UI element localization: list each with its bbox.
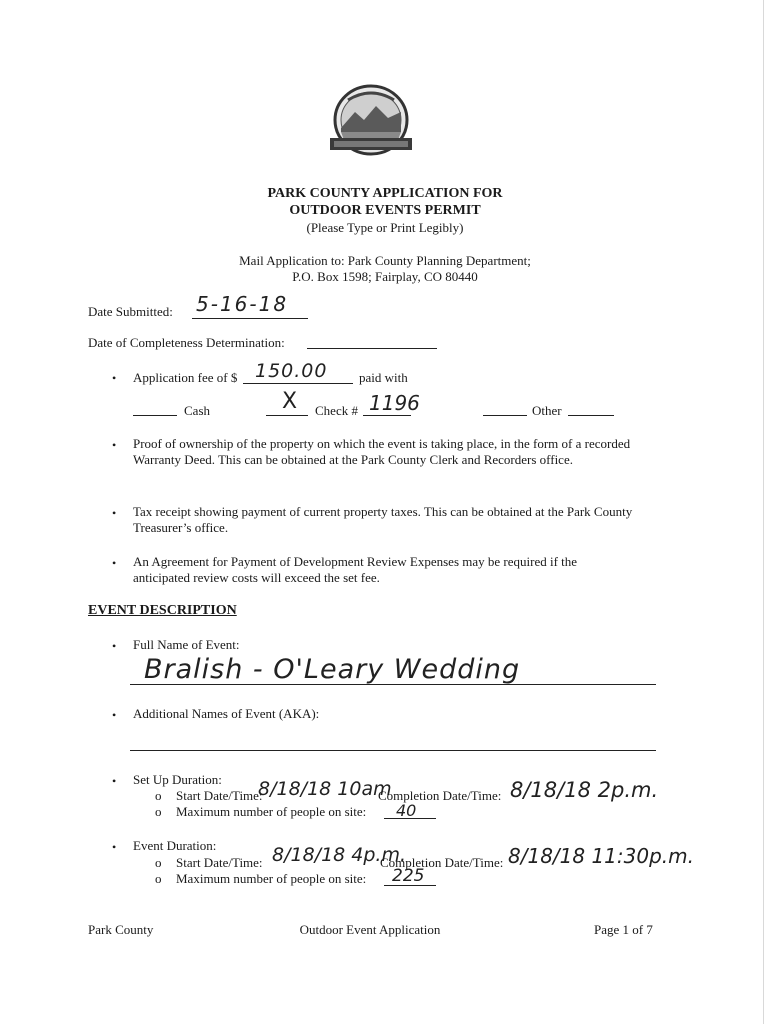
setup-start-field[interactable] xyxy=(258,776,392,800)
setup-max-people-field[interactable] xyxy=(384,802,436,819)
event-completion-value: 8/18/18 11:30p.m. xyxy=(508,844,694,868)
footer-center: Outdoor Event Application xyxy=(299,922,441,937)
mail-address-line2: P.O. Box 1598; Fairplay, CO 80440 xyxy=(292,269,478,284)
date-submitted-field[interactable] xyxy=(192,292,308,319)
aka-field[interactable] xyxy=(130,738,656,751)
scan-edge xyxy=(763,0,764,1024)
bullet-icon: • xyxy=(112,438,117,452)
setup-max-people-value: 40 xyxy=(396,801,417,820)
other-label: Other xyxy=(532,403,562,418)
fee-suffix: paid with xyxy=(359,370,408,385)
event-duration-label: Event Duration: xyxy=(133,838,217,853)
fee-label: Application fee of $ xyxy=(133,370,238,385)
requirement-deed: Proof of ownership of the property on which the event is taking place, in the form of a recorded Warranty Deed. This can be obtained at the Park County Clerk and Recorders office. xyxy=(133,436,631,467)
event-max-people-field[interactable] xyxy=(384,867,436,886)
form-title-line2: OUTDOOR EVENTS PERMIT xyxy=(289,203,481,218)
sub-bullet-icon: o xyxy=(155,855,162,870)
check-checkbox[interactable] xyxy=(266,389,308,416)
event-start-label: Start Date/Time: xyxy=(176,855,263,870)
full-name-label: Full Name of Event: xyxy=(133,637,240,652)
event-start-field[interactable] xyxy=(270,844,407,868)
setup-completion-label: Completion Date/Time: xyxy=(378,788,502,803)
event-max-people-value: 225 xyxy=(392,866,425,886)
setup-max-people-label: Maximum number of people on site: xyxy=(176,804,367,819)
form-title-note: (Please Type or Print Legibly) xyxy=(306,220,464,235)
other-field[interactable] xyxy=(568,404,614,416)
setup-completion-field[interactable] xyxy=(510,778,660,802)
event-completion-field[interactable] xyxy=(508,844,694,868)
setup-start-label: Start Date/Time: xyxy=(176,788,263,803)
check-number-field[interactable] xyxy=(363,391,420,416)
fee-amount-value: 150.00 xyxy=(255,360,328,382)
footer-left: Park County xyxy=(88,922,154,937)
full-name-field[interactable] xyxy=(130,654,656,685)
full-name-value: Bralish - O'Leary Wedding xyxy=(144,654,521,685)
check-number-label: Check # xyxy=(315,403,358,418)
event-start-value: 8/18/18 4p.m. xyxy=(272,844,407,866)
cash-field[interactable] xyxy=(133,404,177,416)
event-completion-label: Completion Date/Time: xyxy=(380,855,504,870)
setup-completion-value: 8/18/18 2p.m. xyxy=(510,778,659,802)
cash-label: Cash xyxy=(184,403,210,418)
bullet-icon: • xyxy=(112,639,117,653)
date-submitted-label: Date Submitted: xyxy=(88,304,173,319)
date-submitted-value: 5-16-18 xyxy=(196,292,289,316)
requirement-tax-receipt: Tax receipt showing payment of current property taxes. This can be obtained at the Park County Treasurer’s office. xyxy=(133,504,633,535)
footer-page-number: Page 1 of 7 xyxy=(594,922,653,937)
sub-bullet-icon: o xyxy=(155,804,162,819)
sub-bullet-icon: o xyxy=(155,871,162,886)
mail-address-line1: Mail Application to: Park County Planning Department; xyxy=(239,253,531,268)
form-title-line1: PARK COUNTY APPLICATION FOR xyxy=(267,186,503,201)
bullet-icon: • xyxy=(112,840,117,854)
park-county-seal-icon xyxy=(322,82,420,162)
setup-start-value: 8/18/18 10am xyxy=(258,778,392,800)
check-number-value: 1196 xyxy=(369,391,420,415)
bullet-icon: • xyxy=(112,371,117,385)
other-blank-field[interactable] xyxy=(483,404,527,416)
requirement-agreement: An Agreement for Payment of Development Review Expenses may be required if the anticipated review costs will exceed the set fee. xyxy=(133,554,578,585)
bullet-icon: • xyxy=(112,506,117,520)
sub-bullet-icon: o xyxy=(155,788,162,803)
completeness-field[interactable] xyxy=(307,336,437,349)
section-heading-event-description: EVENT DESCRIPTION xyxy=(88,603,237,618)
aka-label: Additional Names of Event (AKA): xyxy=(133,706,320,721)
check-mark: X xyxy=(282,389,298,414)
completeness-label: Date of Completeness Determination: xyxy=(88,335,285,350)
setup-duration-label: Set Up Duration: xyxy=(133,772,222,787)
bullet-icon: • xyxy=(112,774,117,788)
event-max-people-label: Maximum number of people on site: xyxy=(176,871,367,886)
bullet-icon: • xyxy=(112,556,117,570)
fee-amount-field[interactable] xyxy=(243,360,353,384)
bullet-icon: • xyxy=(112,708,117,722)
